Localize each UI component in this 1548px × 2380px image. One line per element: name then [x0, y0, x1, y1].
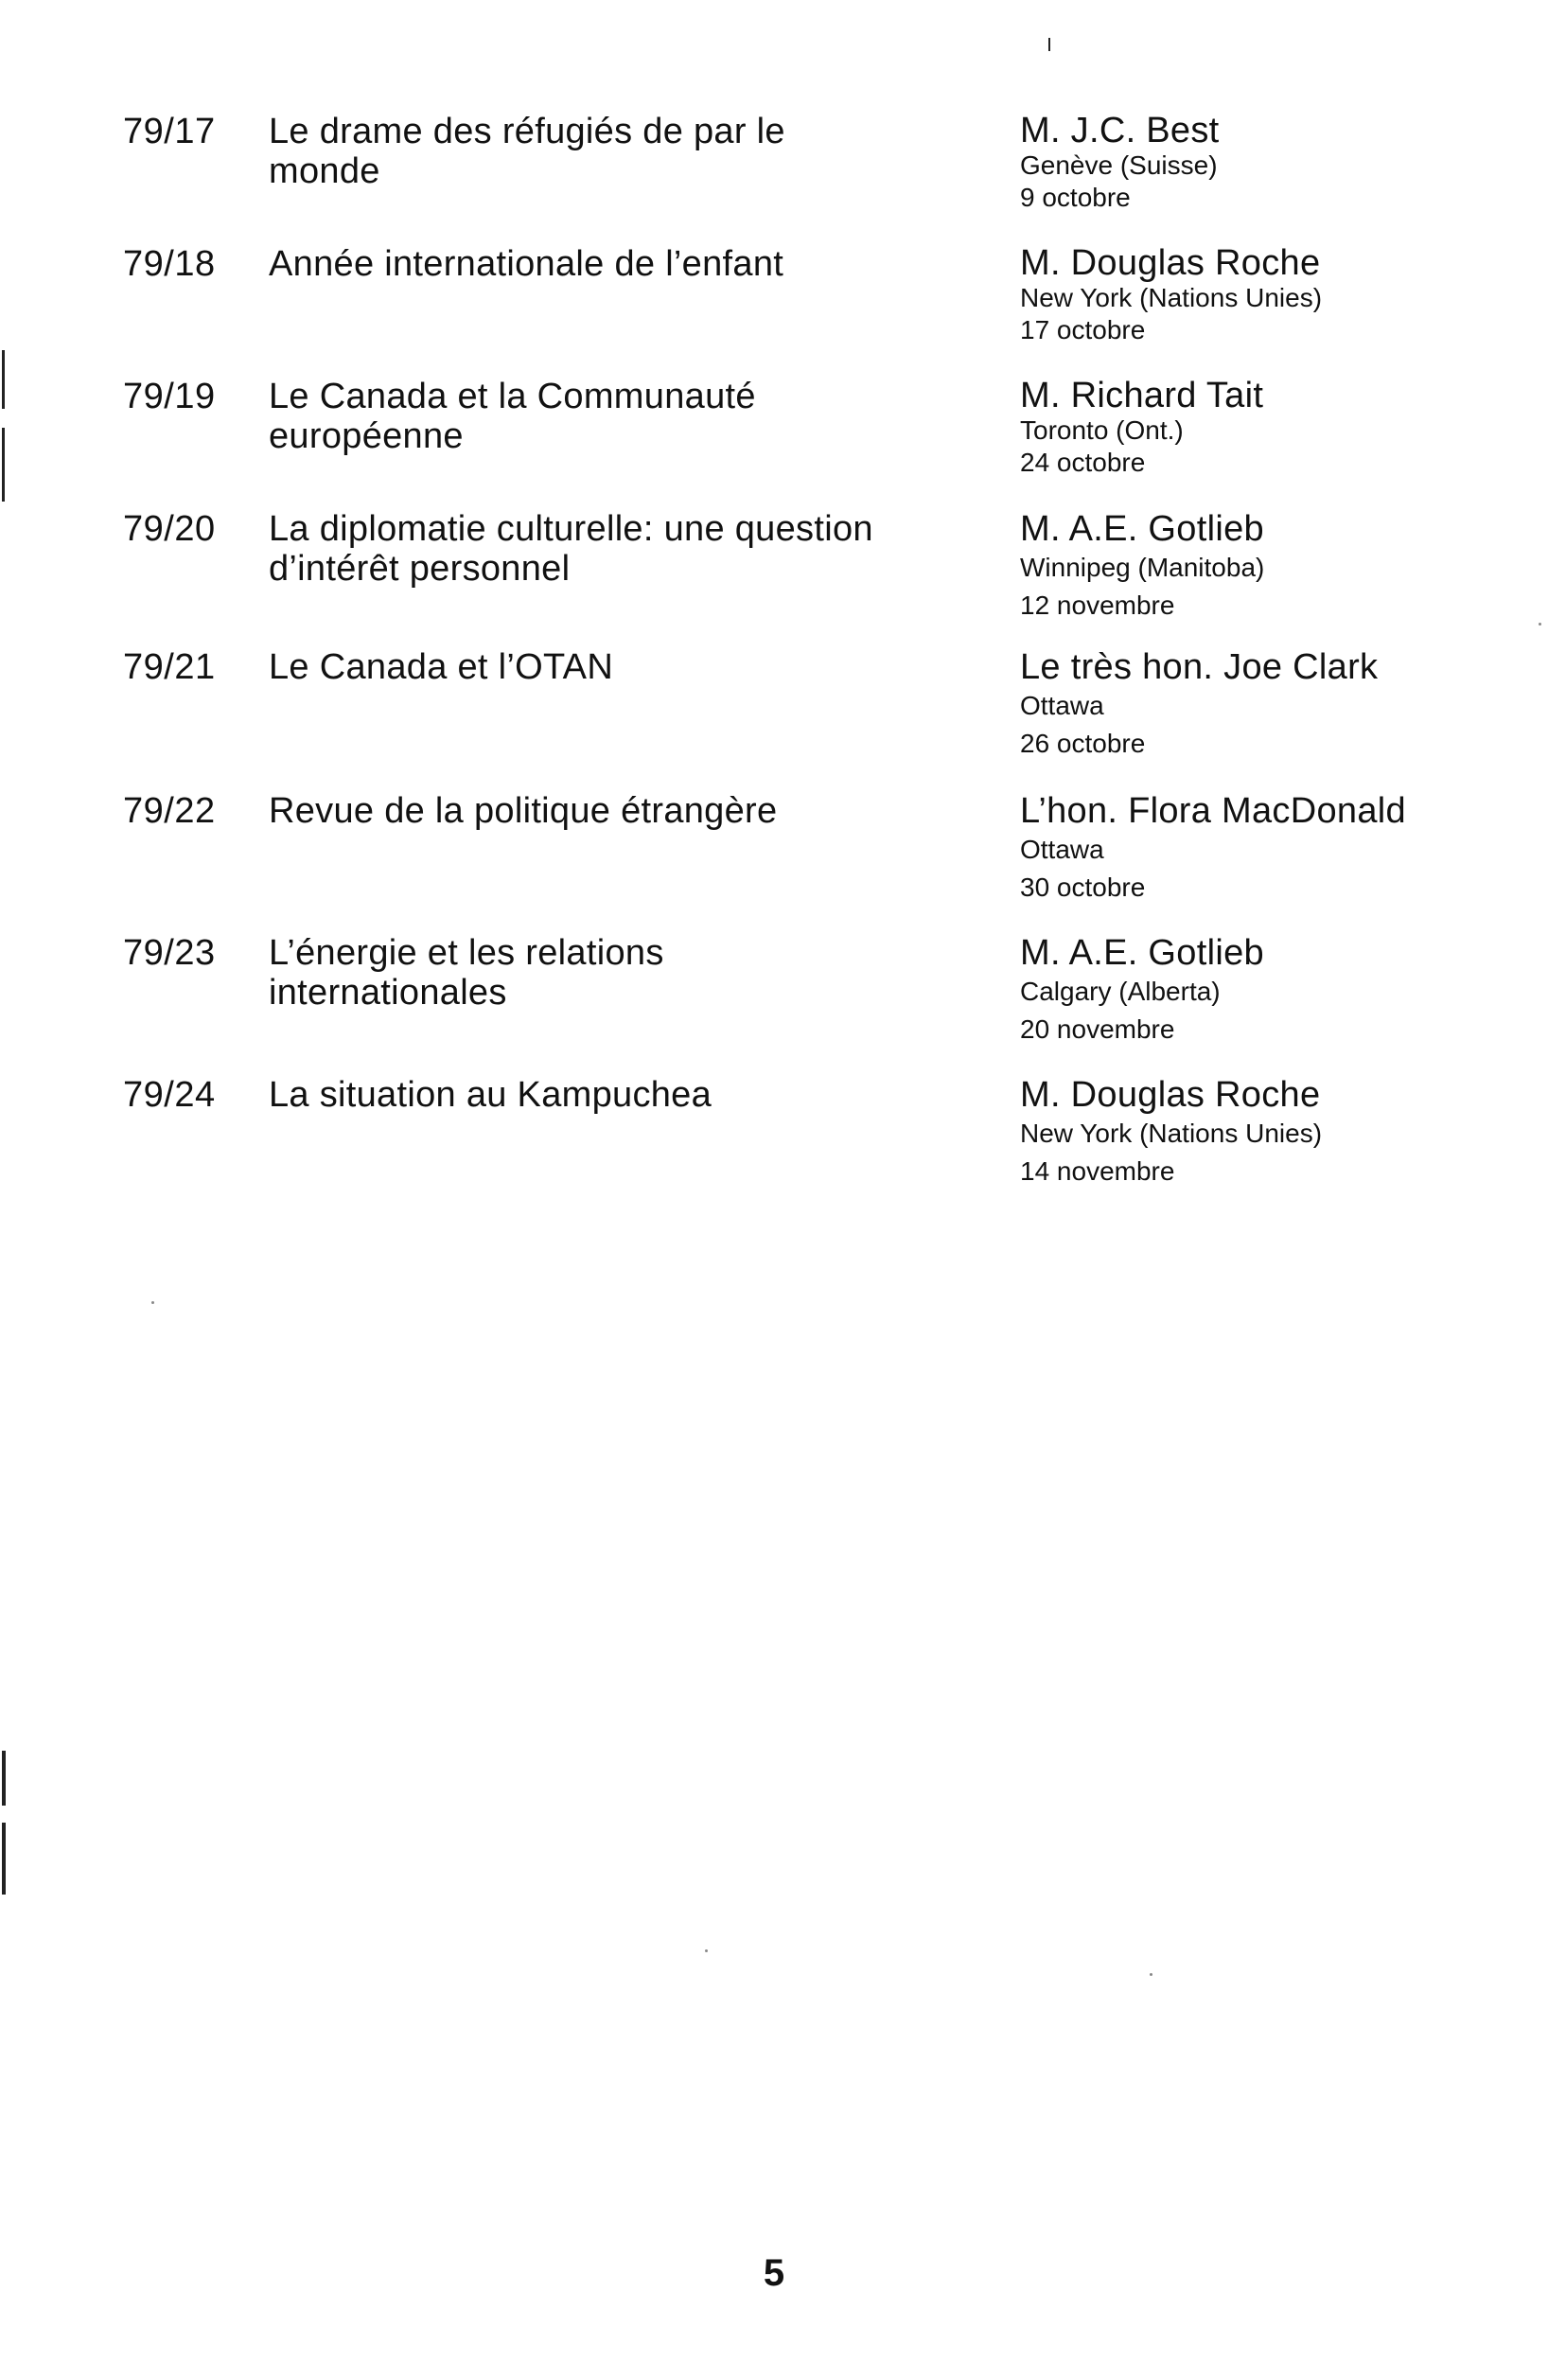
scan-mark [2, 350, 5, 409]
entry-speaker-block [1020, 1075, 1531, 1190]
speaker-name: M. Douglas Roche [1020, 243, 1321, 283]
entry-title: Le Canada et la Communauté européenne [269, 377, 756, 456]
entry-number: 79/19 [123, 377, 216, 416]
scan-mark [2, 1823, 6, 1895]
scan-speck [1539, 623, 1541, 626]
entry-speaker-block [1020, 791, 1531, 907]
speaker-name: L’hon. Flora MacDonald [1020, 791, 1406, 831]
entry-number: 79/21 [123, 647, 216, 687]
entry-number: 79/23 [123, 933, 216, 973]
speaker-date: 12 novembre [1020, 591, 1175, 620]
entry-number: 79/24 [123, 1075, 216, 1115]
entry-title: L’énergie et les relations internationales [269, 933, 664, 1013]
entry-speaker-block [1020, 377, 1531, 479]
speaker-place: New York (Nations Unies) [1020, 283, 1323, 312]
entry-title: Le drame des réfugiés de par le monde [269, 112, 785, 191]
speaker-date: 24 octobre [1020, 448, 1146, 477]
speaker-name: M. A.E. Gotlieb [1020, 509, 1264, 549]
speaker-place: Winnipeg (Manitoba) [1020, 553, 1265, 582]
speaker-place: Calgary (Alberta) [1020, 977, 1221, 1006]
speaker-place: Ottawa [1020, 835, 1104, 864]
speaker-place: New York (Nations Unies) [1020, 1119, 1323, 1148]
entry-number: 79/22 [123, 791, 216, 831]
entry-number: 79/18 [123, 244, 216, 284]
speaker-date: 9 octobre [1020, 183, 1131, 212]
entry-speaker-block [1020, 647, 1531, 763]
speaker-date: 17 octobre [1020, 315, 1146, 344]
entry-title: Revue de la politique étrangère [269, 791, 778, 831]
scan-speck [151, 1301, 154, 1304]
speaker-date: 30 octobre [1020, 873, 1146, 902]
entry-title: La diplomatie culturelle: une question d’intérêt personnel [269, 509, 873, 589]
entry-title: Le Canada et l’OTAN [269, 647, 614, 687]
speaker-name: M. Richard Tait [1020, 376, 1264, 415]
speaker-date: 14 novembre [1020, 1156, 1175, 1186]
speaker-place: Genève (Suisse) [1020, 150, 1218, 180]
entry-title: Année internationale de l’enfant [269, 244, 784, 284]
speaker-name: M. A.E. Gotlieb [1020, 933, 1264, 973]
speaker-name: M. J.C. Best [1020, 111, 1220, 150]
entry-number: 79/17 [123, 112, 216, 151]
entry-speaker-block [1020, 244, 1531, 346]
entry-title: La situation au Kampuchea [269, 1075, 712, 1115]
scan-speck [1150, 1973, 1152, 1976]
entry-speaker-block [1020, 509, 1531, 625]
page-number: 5 [763, 2252, 785, 2294]
speaker-name: Le très hon. Joe Clark [1020, 647, 1379, 687]
speaker-place: Toronto (Ont.) [1020, 415, 1184, 445]
speaker-name: M. Douglas Roche [1020, 1075, 1321, 1115]
speaker-place: Ottawa [1020, 691, 1104, 720]
scan-speck [705, 1949, 708, 1952]
scan-mark [2, 428, 5, 502]
speaker-date: 20 novembre [1020, 1014, 1175, 1044]
speaker-date: 26 octobre [1020, 729, 1146, 758]
scan-mark [2, 1751, 6, 1806]
entry-speaker-block [1020, 112, 1531, 214]
entry-speaker-block [1020, 933, 1531, 1049]
entry-number: 79/20 [123, 509, 216, 549]
scan-mark [1048, 38, 1050, 51]
